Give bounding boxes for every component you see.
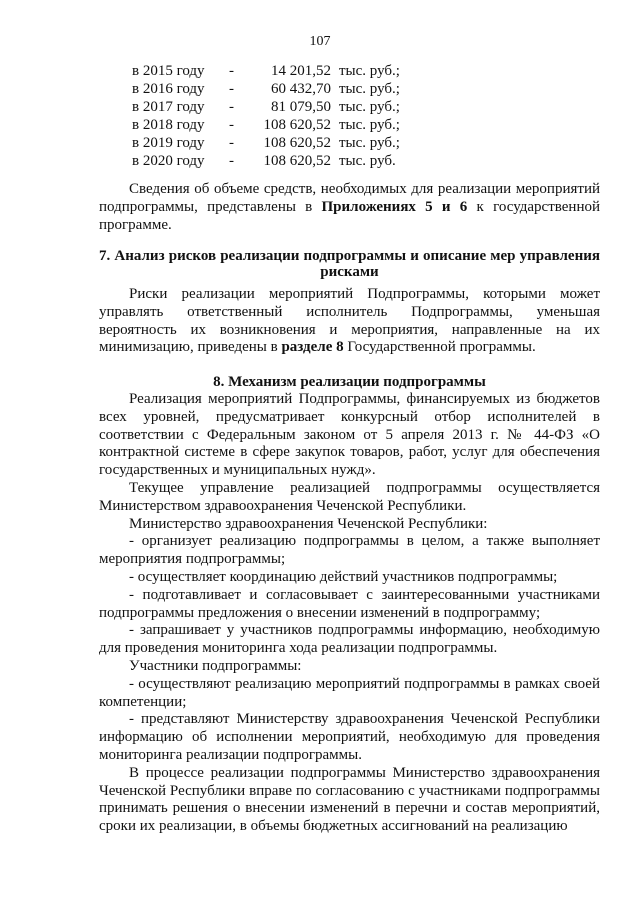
funding-table [132,62,400,170]
mechanism-paragraph-5: В процессе реализации подпрограммы Министерство здравоохранения Чеченской Республики вправе по согласованию с участниками подпрограммы принимать решения о внесении изменений в перечни и состав мероприятий, сроки их реализации, в объемы бюджетных ассигнований на реализацию [99,764,600,835]
mechanism-paragraph-3: Министерство здравоохранения Чеченской Республики: [129,515,488,532]
ministry-duty-3: - подготавливает и согласовывает с заинтересованными участниками подпрограммы предложения о внесении изменений в подпрограмму; [99,586,600,621]
participant-duty-1: - осуществляют реализацию мероприятий подпрограммы в рамках своей компетенции; [99,675,600,710]
risks-tail: Государственной программы. [343,339,536,356]
funding-year: в 2017 году [132,99,205,115]
funding-row [132,116,400,134]
funding-unit: тыс. руб.; [339,99,400,115]
section-8-body [99,391,600,836]
section-8-heading: 8. Механизм реализации подпрограммы [213,374,486,390]
funding-row [132,62,400,80]
funding-dash: - [229,135,234,151]
appendix-reference: Приложениях 5 и 6 [321,198,468,215]
funding-unit: тыс. руб.; [339,135,400,151]
section-7-heading: 7. Анализ рисков реализации подпрограммы и описание мер управления рисками [99,248,600,280]
funding-info-paragraph [99,181,600,234]
funding-row [132,80,400,98]
funding-year: в 2015 году [132,63,205,79]
funding-year: в 2020 году [132,153,205,169]
funding-dash: - [229,153,234,169]
funding-year: в 2016 году [132,81,205,97]
mechanism-paragraph-4: Участники подпрограммы: [129,657,302,674]
funding-dash: - [229,81,234,97]
ministry-duty-1: - организует реализацию подпрограммы в целом, а также выполняет мероприятия подпрограммы; [99,533,600,568]
mechanism-paragraph-2: Текущее управление реализацией подпрограммы осуществляется Министерством здравоохранения Чеченской Республики. [99,479,600,514]
ministry-duty-4: - запрашивает у участников подпрограммы информацию, необходимую для проведения мониторинга хода реализации подпрограммы. [99,622,600,657]
mechanism-paragraph-1: Реализация мероприятий Подпрограммы, финансируемых из бюджетов всех уровней, предусматривает конкурсный отбор исполнителей в соответствии с Федеральным законом от 5 апреля 2013 г. № 44-ФЗ «О контрактной системе в сфере закупок товаров, работ, услуг для обеспечения государственных и муниципальных нужд». [99,391,600,479]
funding-unit: тыс. руб.; [339,63,400,79]
funding-dash: - [229,63,234,79]
page-number: 107 [309,34,331,49]
risks-text: Риски реализации мероприятий Подпрограммы, которыми может управлять ответственный исполнитель Подпрограммы, уменьшая вероятность их возникновения и мероприятия, направленные на их минимизацию, приведены в [99,286,600,356]
ministry-duty-2: - осуществляет координацию действий участников подпрограммы; [129,568,558,585]
funding-row [132,152,400,170]
participant-duty-2: - представляют Министерству здравоохранения Чеченской Республики информацию об исполнении мероприятий, необходимую для проведения мониторинга реализации подпрограммы. [99,711,600,763]
funding-dash: - [229,117,234,133]
funding-amount: 14 201,52 [271,63,331,79]
section-reference: разделе 8 [281,339,344,356]
funding-row [132,134,400,152]
funding-dash: - [229,99,234,115]
funding-unit: тыс. руб.; [339,81,400,97]
funding-amount: 108 620,52 [263,117,331,133]
funding-amount: 81 079,50 [271,99,331,115]
funding-year: в 2019 году [132,135,205,151]
section-7-body [99,286,600,357]
funding-amount: 60 432,70 [271,81,331,97]
funding-info-tail: к государственной программе. [99,198,600,233]
funding-amount: 108 620,52 [263,135,331,151]
funding-row [132,98,400,116]
funding-amount: 108 620,52 [263,153,331,169]
funding-unit: тыс. руб. [339,153,396,169]
funding-info-text: Сведения об объеме средств, необходимых для реализации мероприятий подпрограммы, представлены в [99,181,600,215]
funding-unit: тыс. руб.; [339,117,400,133]
funding-year: в 2018 году [132,117,205,133]
